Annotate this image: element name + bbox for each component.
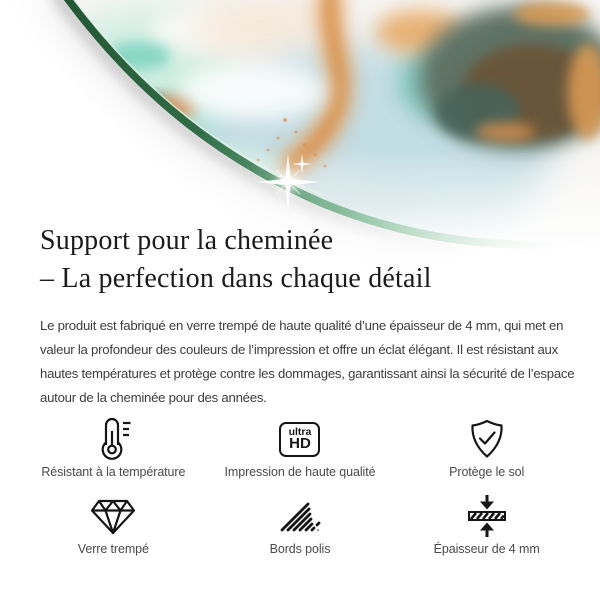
feature-floor-protection [393,416,580,479]
shield-check-icon [465,416,509,462]
thickness-icon [465,493,509,539]
feature-label: Impression de haute qualité [224,465,376,479]
ultra-hd-icon-text-bottom: HD [289,435,311,452]
description-line: autour de la cheminée pour des années. [40,390,267,405]
description-line: valeur la profondeur des couleurs de l’impression et offre un éclat élégant. Il est résistant aux [40,342,558,357]
feature-label: Verre trempé [77,542,149,556]
polished-edges-icon [277,493,323,539]
feature-label: Résistant à la température [41,465,186,479]
thermometer-icon [91,416,135,462]
description-line: hautes températures et protège contre les dommages, garantissant ainsi la sécurité de l’espace [40,366,575,381]
feature-polished-edges [207,493,394,556]
feature-label: Protège le sol [449,465,525,479]
page-title [40,0,560,298]
title-line-2: – La perfection dans chaque détail [40,263,432,294]
feature-print-quality [207,416,394,479]
feature-grid [20,416,580,556]
description-line: Le produit est fabriqué en verre trempé de haute qualité d’une épaisseur de 4 mm, qui met en [40,318,564,333]
ultra-hd-icon-text-top: ultra [288,426,312,438]
feature-label: Bords polis [269,542,331,556]
title-line-1: Support pour la cheminée [40,225,334,256]
ultra-hd-icon [279,416,320,462]
feature-tempered-glass [20,493,207,556]
feature-thickness [393,493,580,556]
product-description [40,314,575,410]
feature-label: Épaisseur de 4 mm [433,542,540,556]
feature-temperature [20,416,207,479]
diamond-icon [90,493,136,539]
